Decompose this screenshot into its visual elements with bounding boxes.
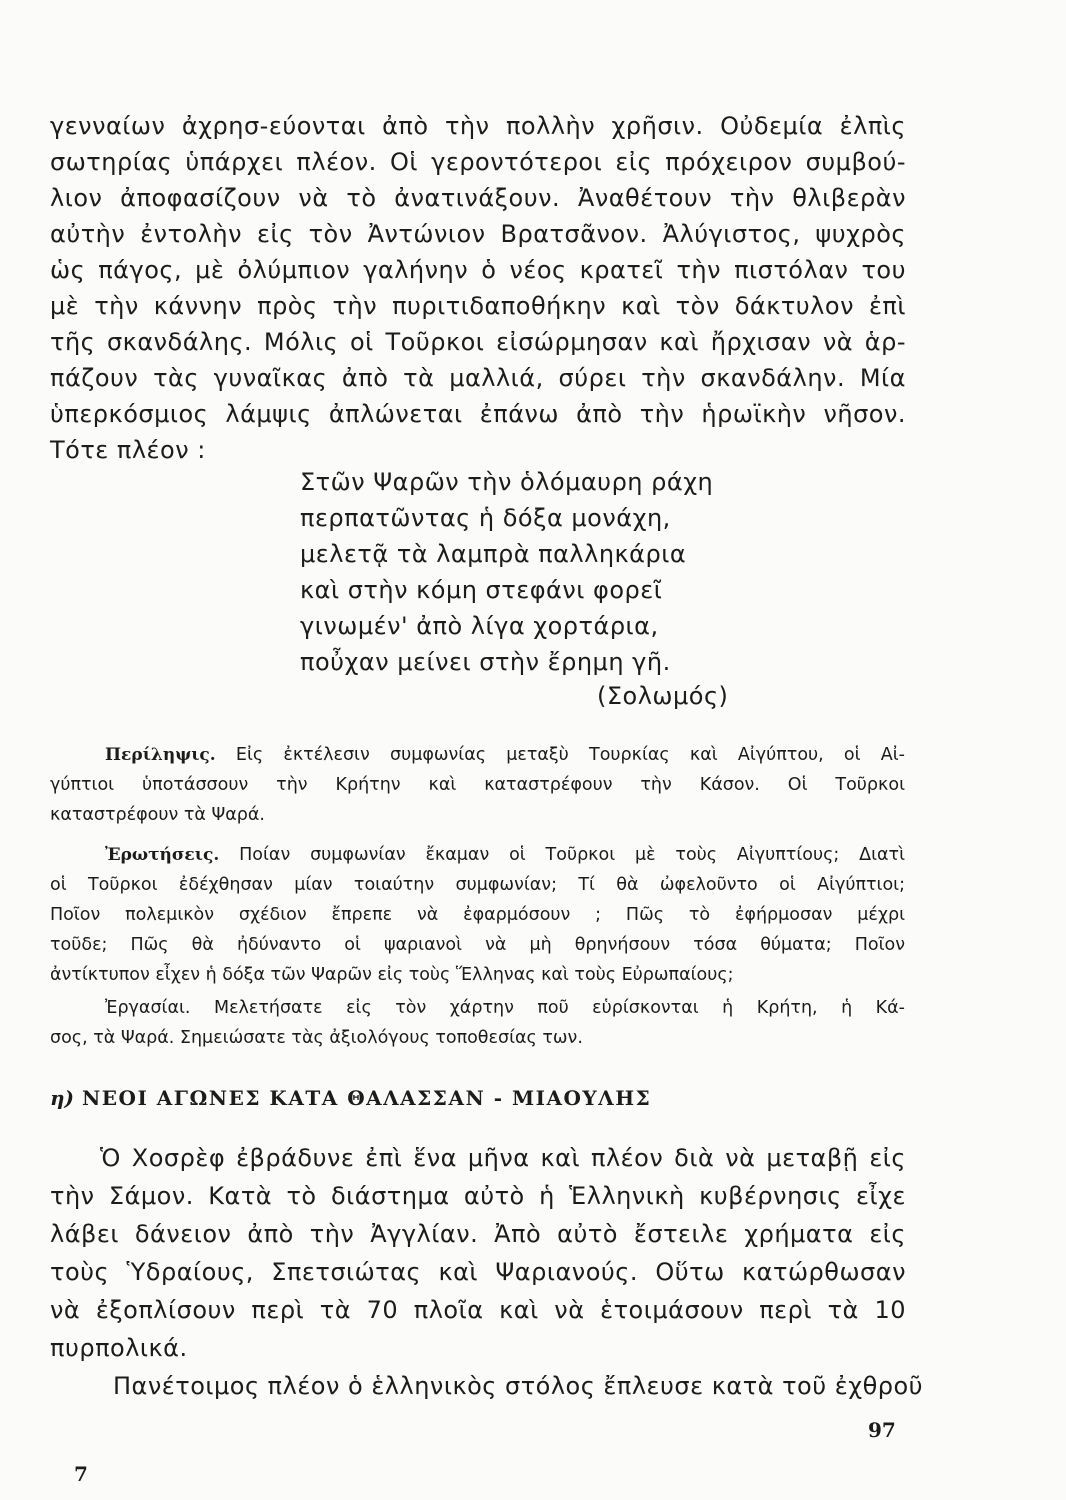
poem-line: περπατῶντας ἡ δόξα μονάχη,: [300, 504, 671, 532]
text-line: μὲ τὴν κάννην πρὸς τὴν πυριτιδαποθήκην καὶ τὸν δάκτυλον ἐπὶ: [50, 292, 906, 320]
section-prefix: η): [50, 1086, 75, 1110]
questions-text: Ποίαν συμφωνίαν ἔκαμαν οἱ Τοῦρκοι μὲ τοὺς Αἰγυπτίους; Διατὶ: [239, 845, 905, 865]
summary-text: καταστρέφουν τὰ Ψαρά.: [50, 805, 265, 825]
text-line: σωτηρίας ὑπάρχει πλέον. Οἱ γεροντότεροι εἰς πρόχειρον συμβού-: [50, 148, 906, 176]
section-heading: [50, 1086, 651, 1110]
poem-line: μελετᾷ τὰ λαμπρὰ παλληκάρια: [300, 540, 687, 568]
summary-label: Περίληψις.: [105, 745, 216, 765]
exercises-label: Ἐργασίαι.: [105, 998, 191, 1018]
text-line: ὑπερκόσμιος λάμψις ἀπλώνεται ἐπάνω ἀπὸ τὴν ἡρωϊκὴν νῆσον.: [50, 400, 906, 428]
text-line: Ὁ Χοσρὲφ ἐβράδυνε ἐπὶ ἕνα μῆνα καὶ πλέον διὰ νὰ μεταβῇ εἰς: [100, 1144, 906, 1172]
text-line: λιον ἀποφασίζουν νὰ τὸ ἀνατινάξουν. Ἀναθέτουν τὴν θλιβερὰν: [50, 184, 906, 212]
signature-mark: 7: [74, 1462, 88, 1486]
text-line: τῆς σκανδάλης. Μόλις οἱ Τοῦρκοι εἰσώρμησαν καὶ ἤρχισαν νὰ ἁρ-: [50, 328, 906, 356]
text-line: τοὺς Ὑδραίους, Σπετσιώτας καὶ Ψαριανούς. Οὕτω κατώρθωσαν: [50, 1258, 906, 1286]
text-line: νὰ ἐξοπλίσουν περὶ τὰ 70 πλοῖα καὶ νὰ ἑτοιμάσουν περὶ τὰ 10: [50, 1296, 906, 1324]
text-line: πάζουν τὰς γυναῖκας ἀπὸ τὰ μαλλιά, σύρει τὴν σκανδάλην. Μία: [50, 364, 906, 392]
questions-text: οἱ Τοῦρκοι ἐδέχθησαν μίαν τοιαύτην συμφωνίαν; Τί θὰ ὠφελοῦντο οἱ Αἰγύπτιοι;: [50, 875, 905, 895]
text-line: ὡς πάγος, μὲ ὀλύμπιον γαλήνην ὁ νέος κρατεῖ τὴν πιστόλαν του: [50, 256, 906, 284]
questions-text: Ποῖον πολεμικὸν σχέδιον ἔπρεπε νὰ ἐφαρμόσουν ; Πῶς τὸ ἐφήρμοσαν μέχρι: [50, 905, 905, 925]
poem-line: γινωμέν' ἀπὸ λίγα χορτάρια,: [300, 612, 659, 640]
page-number: 97: [868, 1418, 896, 1442]
poem-line: καὶ στὴν κόμη στεφάνι φορεῖ: [300, 576, 663, 604]
text-line: πυρπολικά.: [50, 1334, 188, 1362]
text-line: Πανέτοιμος πλέον ὁ ἑλληνικὸς στόλος ἔπλευσε κατὰ τοῦ ἐχθροῦ: [113, 1372, 924, 1400]
exercises-text: σος, τὰ Ψαρά. Σημειώσατε τὰς ἀξιολόγους τοποθεσίας των.: [50, 1028, 583, 1048]
poem-line: ποὖχαν μείνει στὴν ἔρημη γῆ.: [300, 648, 671, 676]
exercises-text: Μελετήσατε εἰς τὸν χάρτην ποῦ εὑρίσκονται ἡ Κρήτη, ἡ Κά-: [213, 998, 905, 1018]
questions-text: τοῦδε; Πῶς θὰ ἠδύναντο οἱ ψαριανοὶ νὰ μὴ θρηνήσουν τόσα θύματα; Ποῖον: [50, 935, 905, 955]
text-line: γενναίων ἀχρησ-εύονται ἀπὸ τὴν πολλὴν χρῆσιν. Οὐδεμία ἐλπὶς: [50, 112, 906, 140]
text-line: τὴν Σάμον. Κατὰ τὸ διάστημα αὐτὸ ἡ Ἑλληνικὴ κυβέρνησις εἶχε: [50, 1182, 906, 1210]
text-line: λάβει δάνειον ἀπὸ τὴν Ἀγγλίαν. Ἀπὸ αὐτὸ ἔστειλε χρήματα εἰς: [50, 1220, 906, 1248]
text-line: Τότε πλέον :: [50, 436, 206, 464]
questions-text: ἀντίκτυπον εἶχεν ἡ δόξα τῶν Ψαρῶν εἰς τοὺς Ἕλληνας καὶ τοὺς Εὐρωπαίους;: [50, 965, 734, 985]
poem-line: Στῶν Ψαρῶν τὴν ὁλόμαυρη ράχη: [300, 468, 714, 496]
text-line: αὐτὴν ἐντολὴν εἰς τὸν Ἀντώνιον Βρατσᾶνον. Ἀλύγιστος, ψυχρὸς: [50, 220, 906, 248]
summary-text: γύπτιοι ὑποτάσσουν τὴν Κρήτην καὶ καταστρέφουν τὴν Κάσον. Οἱ Τοῦρκοι: [50, 775, 905, 795]
section-title: ΝΕΟΙ ΑΓΩΝΕΣ ΚΑΤΑ ΘΑΛΑΣΣΑΝ - ΜΙΑΟΥΛΗΣ: [82, 1086, 652, 1110]
questions-label: Ἐρωτήσεις.: [105, 845, 220, 865]
poem-author: (Σολωμός): [597, 682, 729, 710]
summary-text: Εἰς ἐκτέλεσιν συμφωνίας μεταξὺ Τουρκίας καὶ Αἰγύπτου, οἱ Αἰ-: [235, 745, 905, 765]
